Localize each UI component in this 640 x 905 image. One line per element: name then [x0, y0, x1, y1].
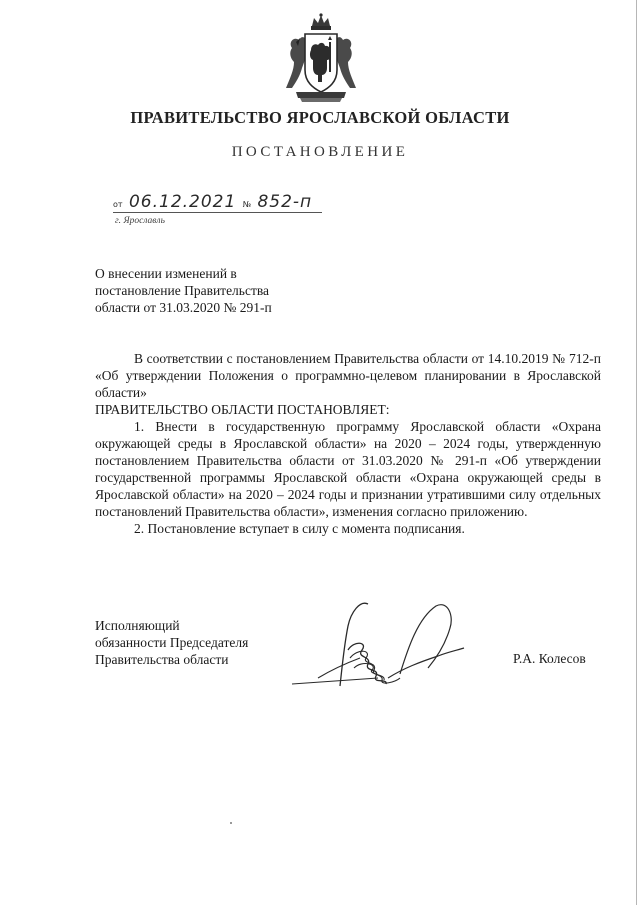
number-prefix: № [242, 200, 252, 209]
scan-edge-line [636, 0, 637, 905]
signatory-title-line: обязанности Председателя [95, 635, 249, 650]
preamble-paragraph: В соответствии с постановлением Правительства области от 14.10.2019 № 712-п «Об утверждении Положения о программно-целевом планировании в Ярославской области» [95, 351, 601, 400]
signatory-name: Р.А. Колесов [513, 651, 586, 666]
city-line: г. Ярославль [115, 216, 165, 226]
decree-date: 06.12.2021 [128, 192, 237, 212]
government-name: ПРАВИТЕЛЬСТВО ЯРОСЛАВСКОЙ ОБЛАСТИ [130, 108, 510, 127]
item-1-paragraph: 1. Внести в государственную программу Ярославской области «Охрана окружающей среды в Ярославской области» на 2020 – 2024 годы, утвержденную постановлением Правительства области от 31.03.2020 № 291-п «Об утверждении государственной программы Ярославской области «Охрана окружающей среды в Ярославской области» на 2020 – 2024 годы и признании утратившими силу отдельных постановлений Правительства области», изменения согласно приложению. [95, 419, 601, 519]
resolution-heading: ПРАВИТЕЛЬСТВО ОБЛАСТИ ПОСТАНОВЛЯЕТ: [95, 402, 390, 417]
scan-speck [230, 822, 232, 824]
decree-number: 852-п [257, 192, 313, 212]
item-2-paragraph: 2. Постановление вступает в силу с момента подписания. [134, 521, 465, 536]
decree-date-number [113, 192, 322, 213]
signatory-title-line: Исполняющий [95, 618, 180, 633]
handwritten-signature [288, 598, 478, 690]
decree-subject [95, 265, 335, 316]
subject-line: постановление Правительства [95, 283, 270, 298]
signatory-title [95, 617, 295, 668]
subject-line: области от 31.03.2020 № 291-п [95, 300, 272, 315]
date-prefix: от [113, 200, 123, 209]
signatory-title-line: Правительства области [95, 652, 229, 667]
yaroslavl-coat-of-arms-icon [278, 12, 364, 104]
document-type: ПОСТАНОВЛЕНИЕ [231, 144, 409, 160]
subject-line: О внесении изменений в [95, 266, 237, 281]
decree-body [95, 350, 601, 537]
